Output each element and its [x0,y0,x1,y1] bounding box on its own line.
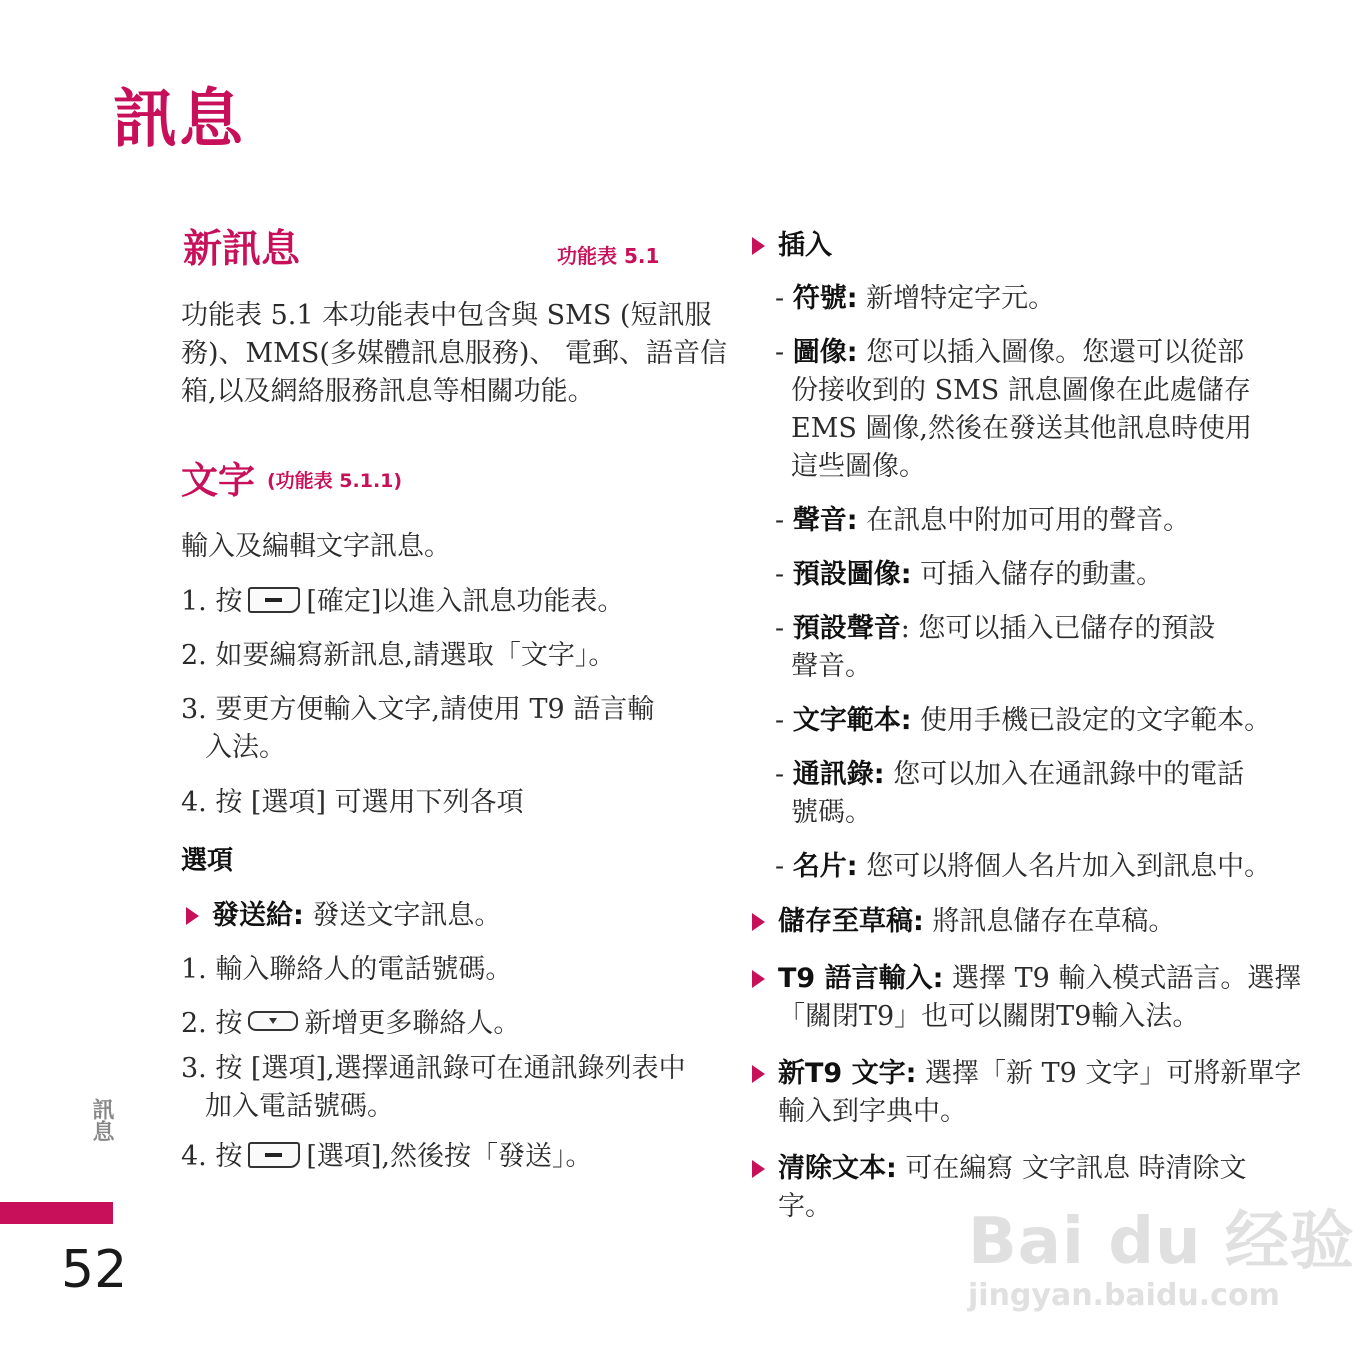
item-label: 圖像: [792,337,858,368]
subsection-heading [181,450,402,504]
send-to-label: 發送給: [212,900,304,931]
insert-item-symbol: - 符號: 新增特定字元。 [775,283,1056,314]
step-3-line-1: 3. 要更方便輸入文字,請使用 T9 語言輸 [181,694,655,725]
item-label: 清除文本: [778,1153,897,1184]
step-4: 4. 按 [選項] 可選用下列各項 [181,787,524,818]
item-text: 使用手機已設定的文字範本。 [911,705,1272,736]
intro-line-1: 功能表 5.1 本功能表中包含與 SMS (短訊服 [181,300,712,331]
options-heading: 選項 [181,846,234,876]
bullet-arrow-icon [752,913,765,931]
item-text: 新增特定字元。 [857,283,1056,314]
item-text: 選擇 T9 輸入模式語言。選擇 [943,963,1302,994]
intro-line-3: 箱,以及網絡服務訊息等相關功能。 [181,376,595,407]
new-t9-word-line-2: 輸入到字典中。 [778,1096,967,1127]
send-step-3-line-1: 3. 按 [選項],選擇通訊錄可在通訊錄列表中 [181,1053,686,1084]
watermark [968,1190,1355,1313]
item-label: 預設聲音 [792,613,901,644]
chapter-title: 訊息 [113,83,245,157]
item-text: 您可以將個人名片加入到訊息中。 [857,851,1272,882]
item-text: 您可以加入在通訊錄中的電話 [884,759,1245,790]
send-step-4-prefix: 4. 按 [181,1141,243,1172]
t9-language-item [752,960,1301,998]
send-step-2 [181,1005,520,1043]
watermark-logo: Bai du 经验 [968,1205,1355,1279]
insert-item-image-line-3: EMS 圖像,然後在發送其他訊息時使用 [791,413,1253,444]
bullet-arrow-icon [752,1160,765,1178]
step-1-text: [確定]以進入訊息功能表。 [306,586,625,617]
page-accent-bar [0,1202,113,1224]
insert-item-image-line-2: 份接收到的 SMS 訊息圖像在此處儲存 [791,375,1251,406]
insert-item-image: - 圖像: 您可以插入圖像。您還可以從部 [775,337,1245,368]
new-t9-word-item [752,1055,1301,1093]
subsection-desc: 輸入及編輯文字訊息。 [181,531,451,562]
send-step-4 [181,1138,593,1176]
send-step-1: 1. 輸入聯絡人的電話號碼。 [181,954,513,985]
item-label: 文字範本: [792,705,912,736]
item-text: 在訊息中附加可用的聲音。 [857,505,1191,536]
item-text: 選擇「新 T9 文字」可將新單字 [916,1058,1302,1089]
item-label: 預設圖像: [792,559,912,590]
item-label: 聲音: [792,505,858,536]
send-to-text: 發送文字訊息。 [303,900,502,931]
item-label: 儲存至草稿: [778,906,924,937]
step-3-line-2: 入法。 [205,732,286,763]
send-step-2-text: 新增更多聯絡人。 [304,1008,521,1039]
item-label: T9 語言輸入: [778,963,944,994]
send-step-3-line-2: 加入電話號碼。 [205,1091,394,1122]
insert-item-text-template: - 文字範本: 使用手機已設定的文字範本。 [775,705,1272,736]
insert-item-sound: - 聲音: 在訊息中附加可用的聲音。 [775,505,1191,536]
item-label: 名片: [792,851,858,882]
insert-item-contacts: - 通訊錄: 您可以加入在通訊錄中的電話 [775,759,1245,790]
insert-item-image-line-4: 這些圖像。 [791,451,926,482]
bullet-arrow-icon [186,907,199,925]
item-label: 通訊錄: [792,759,885,790]
watermark-url: jingyan.baidu.com [968,1278,1280,1313]
item-label: 符號: [792,283,858,314]
step-2: 2. 如要編寫新訊息,請選取「文字」。 [181,640,616,671]
t9-language-line-2: 「關閉T9」也可以關閉T9輸入法。 [778,1001,1200,1032]
item-text: 可在編寫 文字訊息 時清除文 [896,1153,1247,1184]
soft-key-icon [248,1142,300,1168]
insert-item-preset-image: - 預設圖像: 可插入儲存的動畫。 [775,559,1164,590]
bullet-arrow-icon [752,1065,765,1083]
send-to-item [186,897,501,935]
subsection-menu-ref: (功能表 5.1.1) [267,470,403,492]
insert-item-contacts-line-2: 號碼。 [791,797,872,828]
insert-heading [752,227,832,265]
page-number: 52 [61,1240,128,1300]
save-draft-item [752,903,1175,941]
side-tab-label: 訊息 [89,1098,114,1142]
item-text: 可插入儲存的動畫。 [911,559,1164,590]
subsection-title: 文字 [181,459,255,502]
insert-heading-label: 插入 [778,230,832,261]
section-title: 新訊息 [183,227,301,272]
item-text: : 您可以插入已儲存的預設 [900,613,1216,644]
bullet-arrow-icon [752,237,765,255]
clear-text-line-2: 字。 [778,1191,832,1222]
item-text: 您可以插入圖像。您還可以從部 [857,337,1245,368]
clear-text-item [752,1150,1247,1188]
insert-item-preset-sound: - 預設聲音: 您可以插入已儲存的預設 [775,613,1216,644]
bullet-arrow-icon [752,970,765,988]
item-text: 將訊息儲存在草稿。 [923,906,1176,937]
insert-item-business-card: - 名片: 您可以將個人名片加入到訊息中。 [775,851,1272,882]
intro-line-2: 務)、MMS(多媒體訊息服務)、 電郵、語音信 [181,338,727,369]
soft-key-icon [248,587,300,613]
step-1 [181,583,624,621]
item-label: 新T9 文字: [778,1058,917,1089]
insert-item-preset-sound-line-2: 聲音。 [791,651,872,682]
send-step-2-prefix: 2. 按 [181,1008,243,1039]
send-step-4-text: [選項],然後按「發送」。 [306,1141,593,1172]
section-menu-ref: 功能表 5.1 [557,244,660,268]
step-1-prefix: 1. 按 [181,586,243,617]
nav-down-key-icon [248,1011,298,1031]
